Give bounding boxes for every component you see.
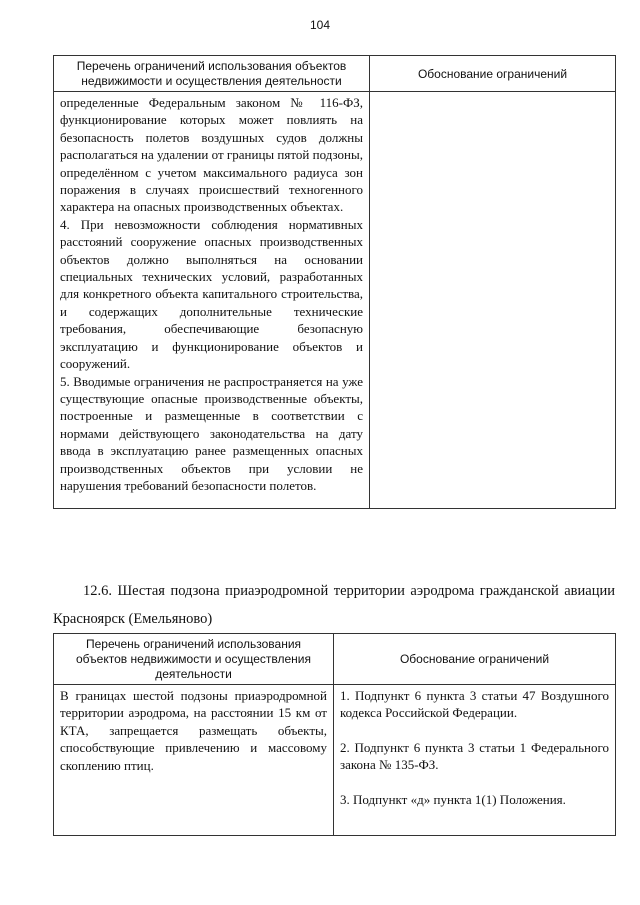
justification-cell-empty (370, 92, 616, 509)
table-header-row (54, 56, 616, 92)
table-row (54, 685, 616, 836)
section-heading: 12.6. Шестая подзона приаэродромной территории аэродрома гражданской авиации Красноярск (Емельяново) (53, 583, 615, 627)
justification-item: 1. Подпункт 6 пункта 3 статьи 47 Воздушного кодекса Российской Федерации. (340, 688, 609, 721)
header-justification: Обоснование ограничений (334, 634, 616, 685)
sixth-subzone-table (53, 633, 616, 836)
table-header-row (54, 634, 616, 685)
page-number: 104 (309, 18, 331, 32)
restrictions-cell (54, 92, 370, 509)
justification-item: 2. Подпункт 6 пункта 3 статьи 1 Федерального закона № 135-ФЗ. (340, 739, 609, 773)
restrictions-table-continued (53, 55, 616, 509)
restriction-paragraph: определенные Федеральным законом № 116-ФЗ, функционирование которых может повлиять на безопасность полетов воздушных судов должны располагаться на удалении от границы пятой подзоны, определённом с учетом максимального радиуса зон поражения в случаях происшествий техногенного характера на опасных производственных объектах. (60, 95, 363, 215)
restriction-paragraph: В границах шестой подзоны приаэродромной территории аэродрома, на расстоянии 15 км от КТА, запрещается размещать объекты, способствующие привлечению и массовому скоплению птиц. (60, 688, 327, 773)
restriction-paragraph: 4. При невозможности соблюдения нормативных расстояний сооружение опасных производственных объектов должно выполняться на основании специальных технических условий, разработанных для конкретного объекта капитального строительства, и содержащих дополнительные технические требования, обеспечивающие безопасную эксплуатацию и функционирование объектов и сооружений. (60, 216, 363, 372)
table-row (54, 92, 616, 509)
header-restrictions-list: Перечень ограничений использования объектов недвижимости и осуществления деятельности (54, 56, 370, 92)
restriction-paragraph: 5. Вводимые ограничения не распространяется на уже существующие опасные производственные объекты, построенные и размещенные в соответствии с нормами действующего законодательства на дату ввода в эксплуатацию ранее размещенных опасных производственных объектов при условии не нарушения требований безопасности полетов. (60, 373, 363, 493)
restrictions-cell (54, 685, 334, 836)
header-justification: Обоснование ограничений (370, 56, 616, 92)
justification-item: 3. Подпункт «д» пункта 1(1) Положения. (340, 791, 566, 807)
header-restrictions-list: Перечень ограничений использования объектов недвижимости и осуществления деятельности (54, 634, 334, 685)
justification-cell (334, 685, 616, 836)
